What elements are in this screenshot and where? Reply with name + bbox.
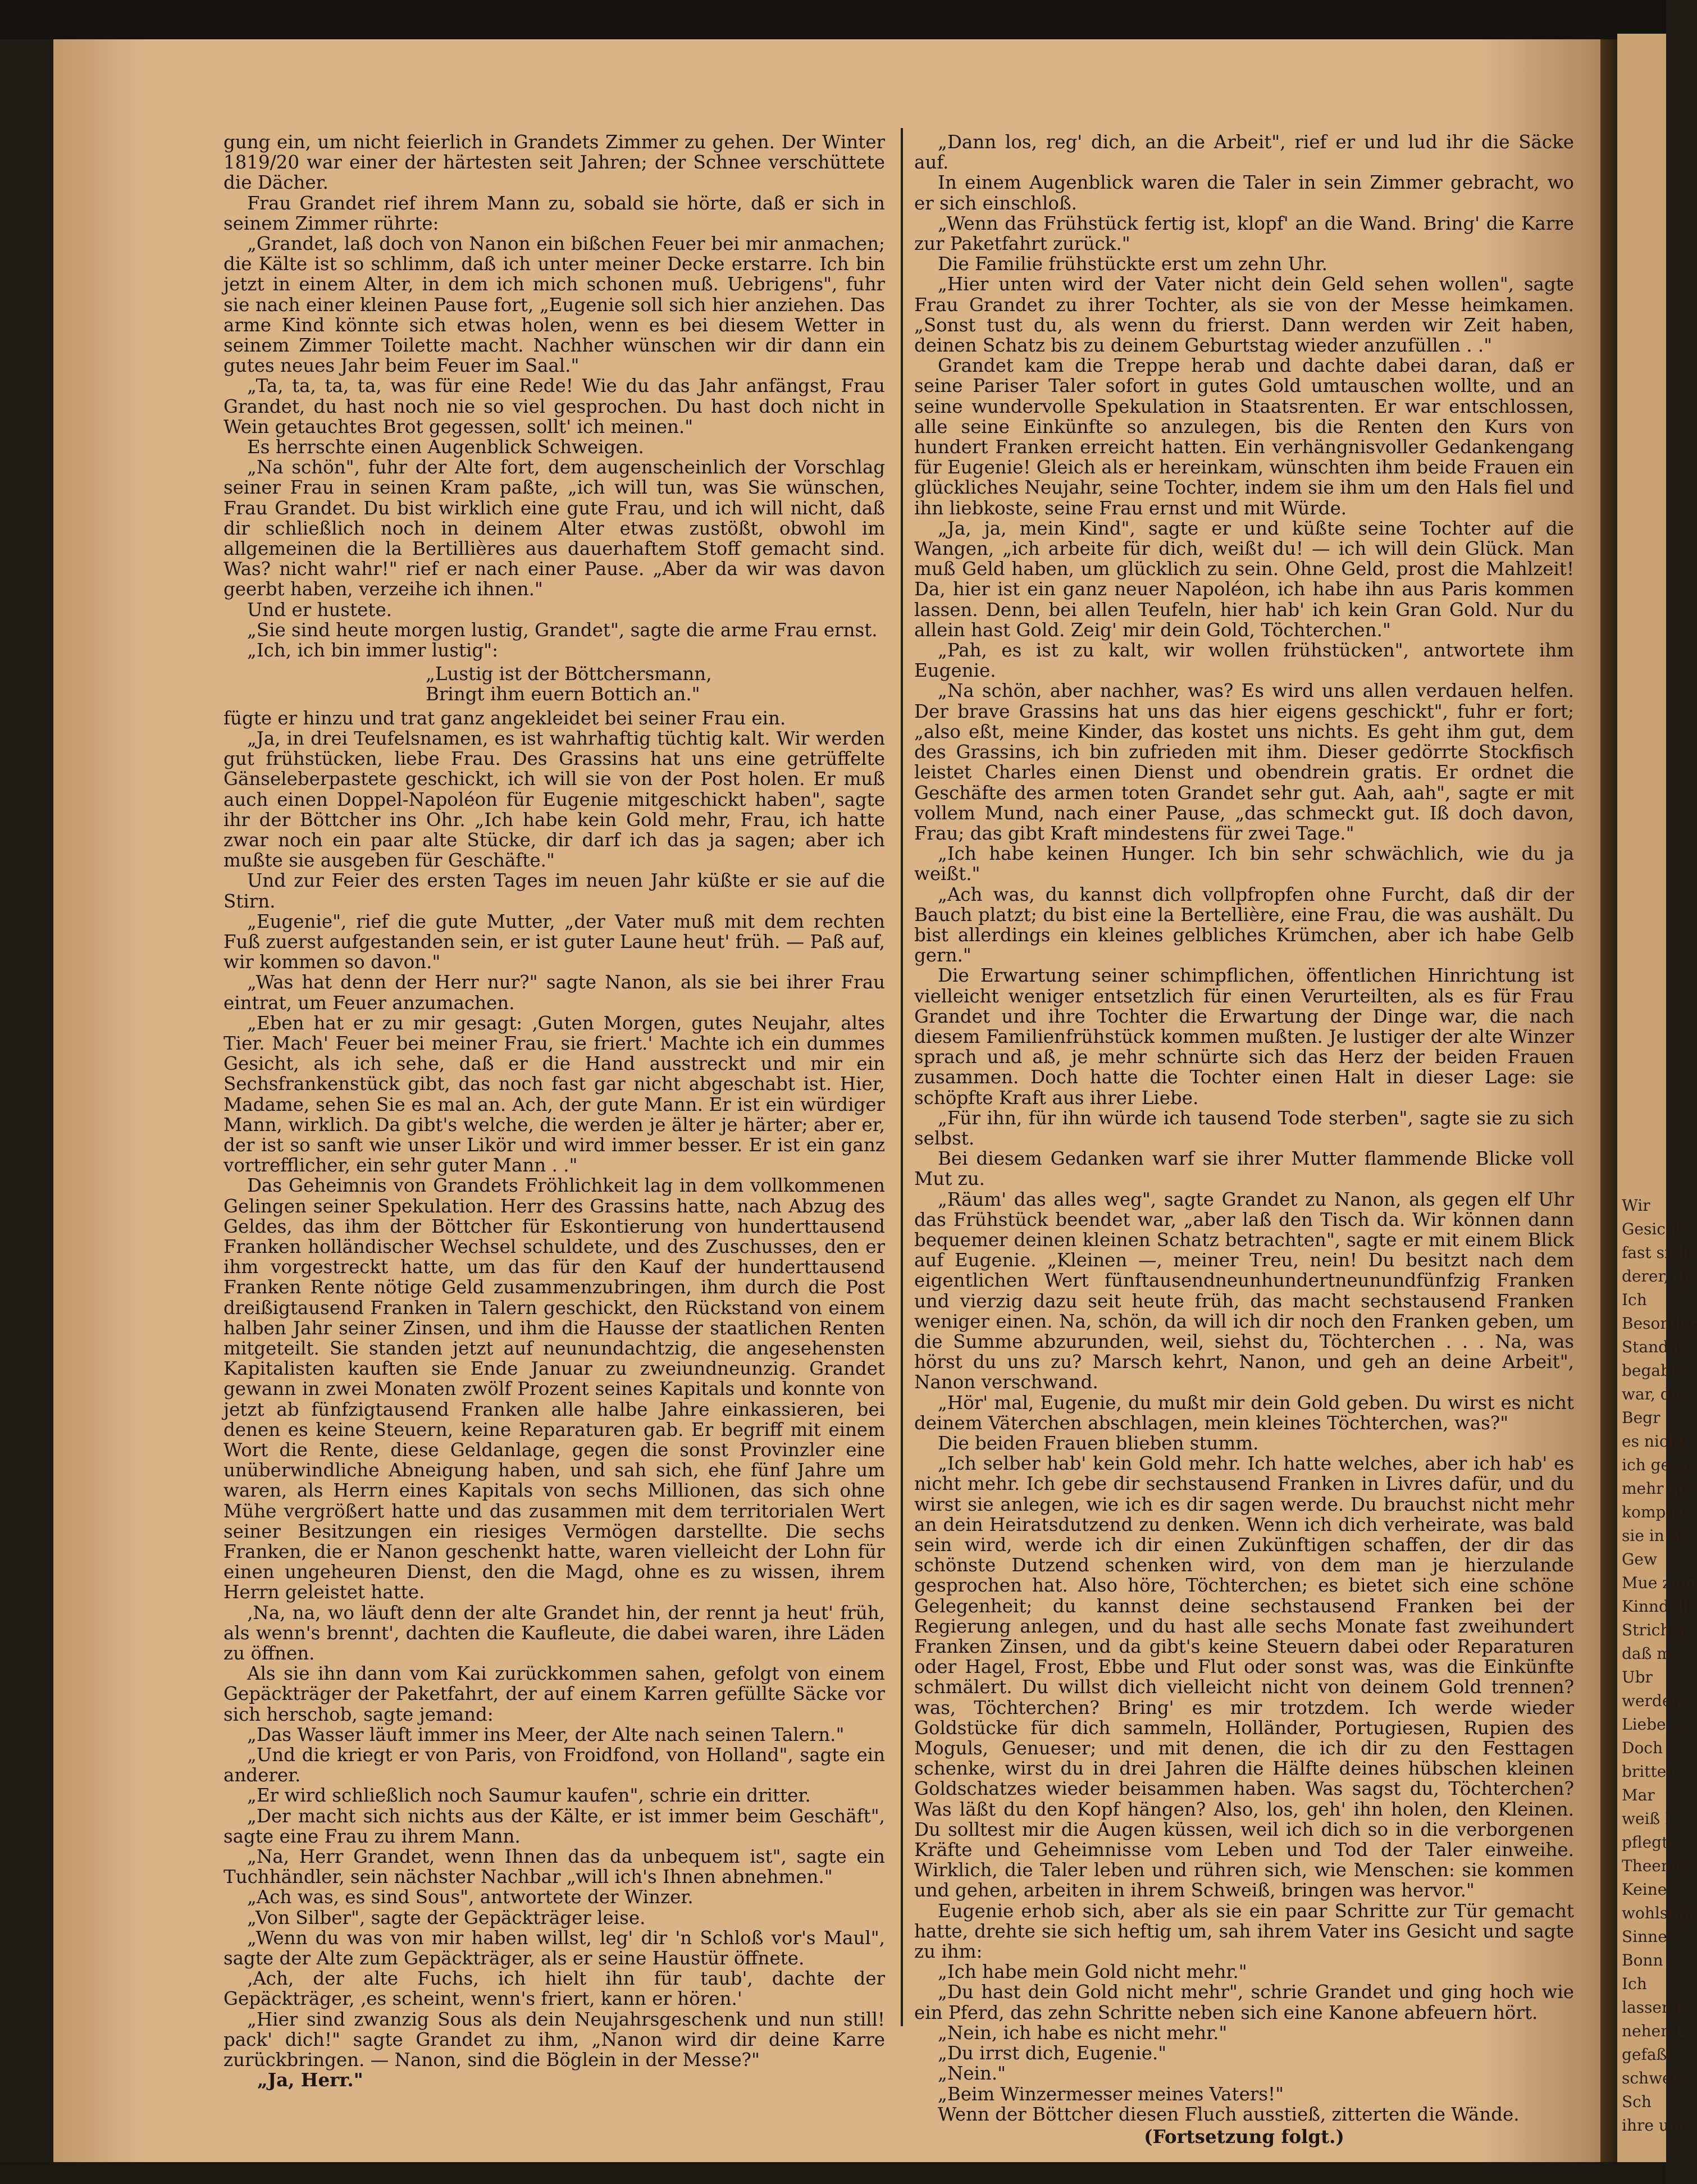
article-paragraph: „Ach was, es sind Sous", antwortete der Winzer. xyxy=(247,1886,694,1908)
article-paragraph: ‚Ach, der alte Fuchs, ich hielt ihn für taub', dachte der Gepäckträger, ‚es scheint, wenn's friert, kann er hören.' xyxy=(223,1968,885,2010)
adjacent-page-text-fragment: Sinne xyxy=(1622,1927,1667,1946)
article-paragraph: „Nein, ich habe es nicht mehr." xyxy=(938,2022,1228,2044)
article-paragraph: „Hör' mal, Eugenie, du mußt mir dein Gold geben. Du wirst es nicht deinem Väterchen abschlagen, mein kleines Töchterchen, was?" xyxy=(914,1392,1574,1434)
adjacent-page-text-fragment: gefaßt xyxy=(1622,2045,1673,2064)
adjacent-page-text-fragment: Mar xyxy=(1622,1786,1655,1804)
article-paragraph: „Eben hat er zu mir gesagt: ‚Guten Morgen, gutes Neujahr, altes Tier. Mach' Feuer bei meiner Frau, sie friert.' Machte ich ein dummes Gesicht, als ich sehe, daß er die Hand ausstreckt und mir ein Sechsfrankenstück gibt, das noch fast gar nicht abgeschabt ist. Hier, Madame, sehen Sie es mal an. Ach, der gute Mann. Er ist ein würdiger Mann, wirklich. Da gibt's welche, die werden je älter je härter; aber er, der ist so sanft wie unser Likör und wird immer besser. Er ist ein ganz vortrefflicher, ein sehr guter Mann . ." xyxy=(223,1012,885,1177)
adjacent-page-text-fragment: werden, xyxy=(1622,1691,1687,1710)
adjacent-page-text-fragment: derer, di xyxy=(1622,1267,1689,1285)
adjacent-page-text-fragment: wohlstän xyxy=(1622,1904,1694,1922)
continuation-note: (Fortsetzung folgt.) xyxy=(1144,2125,1344,2147)
adjacent-page-fragment xyxy=(1617,34,1697,2184)
article-paragraph: „Nein." xyxy=(938,2063,1006,2085)
adjacent-page-text-fragment: Mue zum xyxy=(1622,1574,1696,1592)
adjacent-page-text-fragment: Kinndall xyxy=(1622,1597,1689,1616)
article-paragraph: „Beim Winzermesser meines Vaters!" xyxy=(938,2083,1284,2105)
article-paragraph: „Sie sind heute morgen lustig, Grandet", sagte die arme Frau ernst. xyxy=(247,619,878,641)
page-gutter-shadow xyxy=(1600,39,1617,2162)
article-paragraph: „Wenn das Frühstück fertig ist, klopf' an die Wand. Bring' die Karre zur Paketfahrt zurück." xyxy=(914,212,1574,255)
adjacent-page-text-fragment: nehen L xyxy=(1622,2022,1686,2040)
scan-bottom-edge xyxy=(0,2162,1666,2184)
article-paragraph: „Du hast dein Gold nicht mehr", schrie Grandet und ging hoch wie ein Pferd, das zehn Schritte neben sich eine Kanone abfeuern hört. xyxy=(914,1981,1574,2023)
article-paragraph: Eugenie erhob sich, aber als sie ein paar Schritte zur Tür gemacht hatte, drehte sie sich heftig um, sah ihrem Vater ins Gesicht und sagte zu ihm: xyxy=(914,1900,1574,1963)
article-paragraph: „Er wird schließlich noch Saumur kaufen", schrie ein dritter. xyxy=(247,1785,811,1807)
adjacent-page-text-fragment: Theends xyxy=(1622,1857,1690,1875)
adjacent-page-text-fragment: Bonn xyxy=(1622,1951,1663,1969)
article-paragraph: „Hier sind zwanzig Sous als dein Neujahrsgeschenk und nun still! pack' dich!" sagte Grandet zu ihm, „Nanon wird dir deine Karre zurückbringen. — Nanon, sind die Böglein in der Messe?" xyxy=(223,2008,885,2071)
article-paragraph: „Und die kriegt er von Paris, von Froidfond, von Holland", sagte ein anderer. xyxy=(223,1744,885,1786)
adjacent-page-text-fragment: war, die xyxy=(1622,1385,1685,1403)
adjacent-page-text-fragment: ich gewe xyxy=(1622,1456,1693,1474)
adjacent-page-text-fragment: Liebe e xyxy=(1622,1715,1681,1734)
article-paragraph: „Ich habe keinen Hunger. Ich bin sehr schwächlich, wie du ja weißt." xyxy=(914,843,1574,885)
article-paragraph: Und er hustete. xyxy=(247,599,393,621)
article-paragraph: Grandet kam die Treppe herab und dachte dabei daran, daß er seine Pariser Taler sofort in gutes Gold umtauschen wollte, und an seine wundervolle Spekulation in Staatsrenten. Er war entschlossen, alle seine Einkünfte so anzulegen, bis die Renten den Kurs von hundert Franken erreicht hatten. Ein verhängnisvoller Gedankengang für Eugenie! Gleich als er hereinkam, wünschten ihm beide Frauen ein glückliches Neujahr, seine Tochter, indem sie ihm um den Hals fiel und ihn liebkoste, seine Frau ernst und mit Würde. xyxy=(914,355,1574,519)
right-column xyxy=(914,132,1574,2147)
adjacent-page-text-fragment: Keine xyxy=(1622,1880,1667,1899)
article-paragraph: „Pah, es ist zu kalt, wir wollen frühstücken", antwortete ihm Eugenie. xyxy=(914,640,1574,682)
article-paragraph: „Von Silber", sagte der Gepäckträger leise. xyxy=(247,1907,646,1928)
adjacent-page-text-fragment: kompliz xyxy=(1622,1503,1684,1521)
article-paragraph: Wenn der Böttcher diesen Fluch ausstieß, zitterten die Wände. xyxy=(938,2103,1520,2125)
adjacent-page-text-fragment: Sch xyxy=(1622,2092,1652,2111)
adjacent-page-text-fragment: Strich g xyxy=(1622,1621,1686,1639)
verse-line: „Lustig ist der Böttchersmann, xyxy=(426,663,712,685)
article-paragraph: „Der macht sich nichts aus der Kälte, er ist immer beim Geschäft", sagte eine Frau zu ihrem Mann. xyxy=(223,1805,885,1847)
adjacent-page-text-fragment: pflegte: xyxy=(1622,1833,1683,1852)
adjacent-page-text-fragment: Gesicht xyxy=(1622,1220,1682,1238)
song-verse xyxy=(426,664,885,704)
adjacent-page-text-fragment: mehr ge xyxy=(1622,1479,1688,1498)
article-paragraph: Die beiden Frauen blieben stumm. xyxy=(938,1433,1259,1454)
article-paragraph: „Ich, ich bin immer lustig": xyxy=(247,640,499,662)
article-paragraph: „Was hat denn der Herr nur?" sagte Nanon, als sie bei ihrer Frau eintrat, um Feuer anzumachen. xyxy=(223,972,885,1014)
article-paragraph: gung ein, um nicht feierlich in Grandets Zimmer zu gehen. Der Winter 1819/20 war einer der härtesten seit Jahren; der Schnee verschüttete die Dächer. xyxy=(223,131,885,194)
article-paragraph: Die Familie frühstückte erst um zehn Uhr. xyxy=(938,253,1328,275)
adjacent-page-text-fragment: Ubr xyxy=(1622,1668,1653,1686)
adjacent-page-text-fragment: fast sich xyxy=(1622,1243,1689,1262)
article-paragraph: „Ja, ja, mein Kind", sagte er und küßte seine Tochter auf die Wangen, „ich arbeite für dich, weißt du! — ich will dein Glück. Man muß Geld haben, um glücklich zu sein. Ohne Geld, prost die Mahlzeit! Da, hier ist ein ganz neuer Napoléon, ich habe ihn aus Paris kommen lassen. Denn, bei allen Teufeln, hier hab' ich kein Gran Gold. Nur du allein hast Gold. Zeig' mir dein Gold, Töchterchen." xyxy=(914,517,1574,641)
column-divider-rule xyxy=(901,128,903,2026)
article-paragraph: Und zur Feier des ersten Tages im neuen Jahr küßte er sie auf die Stirn. xyxy=(223,870,885,912)
adjacent-page-text-fragment: Begr xyxy=(1622,1408,1660,1427)
article-paragraph: „Na schön, aber nachher, was? Es wird uns allen verdauen helfen. Der brave Grassins hat uns das hier eigens geschickt", fuhr er fort; „also eßt, meine Kinder, das kostet uns nichts. Es geht ihm gut, dem des Grassins, ich bin zufrieden mit ihm. Dieser gedörrte Stockfisch leistet Charles einen Dienst und obendrein gratis. Er ordnet die Geschäfte des armen toten Grandet sehr gut. Aah, aah", sagte er mit vollem Mund, nach einer Pause, „das schmeckt gut. Iß doch davon, Frau; das gibt Kraft mindestens für zwei Tage." xyxy=(914,680,1574,844)
article-paragraph: „Wenn du was von mir haben willst, leg' dir 'n Schloß vor's Maul", sagte der Alte zum Gepäckträger, als er seine Haustür öffnete. xyxy=(223,1927,885,1969)
article-paragraph: Als sie ihn dann vom Kai zurückkommen sahen, gefolgt von einem Gepäckträger der Paketfahrt, der auf einem Karren gefüllte Säcke vor sich herschob, sagte jemand: xyxy=(223,1663,885,1725)
adjacent-page-text-fragment: begabt. xyxy=(1622,1361,1682,1380)
adjacent-page-text-fragment: Wir xyxy=(1622,1196,1650,1215)
article-paragraph: „Na schön", fuhr der Alte fort, dem augenscheinlich der Vorschlag seiner Frau in seinen Kram paßte, „ich will tun, was Sie wünschen, Frau Grandet. Du bist wirklich eine gute Frau, und ich will nicht, daß dir schließlich noch in deinem Alter etwas zustößt, obwohl im allgemeinen die la Bertillières aus dauerhaftem Stoff gemacht sind. Was? nicht wahr!" rief er nach einer Pause. „Aber da wir was davon geerbt haben, verzeihe ich ihnen." xyxy=(223,457,885,600)
adjacent-page-text-fragment: ihre um xyxy=(1622,2116,1684,2135)
article-paragraph: „Eugenie", rief die gute Mutter, „der Vater muß mit dem rechten Fuß zuerst aufgestanden sein, er ist guter Laune heut' früh. — Paß auf, wir kommen so davon." xyxy=(223,910,885,973)
left-column xyxy=(223,132,885,2091)
article-paragraph: „Ja, Herr." xyxy=(257,2069,363,2091)
article-paragraph: „Grandet, laß doch von Nanon ein bißchen Feuer bei mir anmachen; die Kälte ist so schlimm, daß ich unter meiner Decke erstarre. Ich bin jetzt in einem Alter, in dem ich mich schonen muß. Uebrigens", fuhr sie nach einer kleinen Pause fort, „Eugenie soll sich hier anziehen. Das arme Kind könnte sich etwas holen, wenn es bei diesem Wetter in seinem Zimmer Toilette macht. Nachher wünschen wir dir dann ein gutes neues Jahr beim Feuer im Saal." xyxy=(223,233,885,377)
adjacent-page-text-fragment: daß mi xyxy=(1622,1644,1677,1663)
adjacent-page-text-fragment: schwer xyxy=(1622,2069,1680,2087)
adjacent-page-text-fragment: weiß P xyxy=(1622,1809,1676,1828)
article-paragraph: Es herrschte einen Augenblick Schweigen. xyxy=(247,436,644,458)
article-paragraph: Die Erwartung seiner schimpflichen, öffentlichen Hinrichtung ist vielleicht weniger entsetzlich für einen Verurteilten, als es für Frau Grandet und ihre Tochter die Erwartung der Dinge war, die nach diesem Familienfrühstück kommen mußten. Je lustiger der alte Winzer sprach und aß, je mehr schnürte sich das Herz der beiden Frauen zusammen. Doch hatte die Tochter einen Halt in dieser Lage: sie schöpfte Kraft aus ihrer Liebe. xyxy=(914,965,1574,1109)
article-paragraph: „Für ihn, für ihn würde ich tausend Tode sterben", sagte sie zu sich selbst. xyxy=(914,1107,1574,1149)
adjacent-page-text-fragment: Standhe xyxy=(1622,1338,1688,1356)
article-paragraph: ‚Na, na, wo läuft denn der alte Grandet hin, der rennt ja heut' früh, als wenn's brennt', dachten die Kaufleute, die dabei waren, ihre Läden zu öffnen. xyxy=(223,1602,885,1665)
article-paragraph: „Das Wasser läuft immer ins Meer, der Alte nach seinen Talern." xyxy=(247,1724,845,1745)
adjacent-page-text-fragment: Doch xyxy=(1622,1739,1663,1757)
article-paragraph: „Na, Herr Grandet, wenn Ihnen das da unbequem ist", sagte ein Tuchhändler, sein nächster Nachbar „will ich's Ihnen abnehmen." xyxy=(223,1846,885,1888)
article-paragraph: Das Geheimnis von Grandets Fröhlichkeit lag in dem vollkommenen Gelingen seiner Spekulation. Herr des Grassins hatte, nach Abzug des Geldes, das ihm der Böttcher für Eskontierung von hunderttausend Franken holländischer Wechsel schuldete, und des Zuschusses, den er ihm vorgestreckt hatte, um das für den Kauf der hunderttausend Franken Rente nötige Geld zusammenzubringen, ihm durch die Post dreißigtausend Franken in Talern geschickt, den Rückstand von einem halben Jahr seiner Zinsen, und ihm die Hausse der staatlichen Renten mitgeteilt. Sie standen jetzt auf neunundachtzig, die angesehensten Kapitalisten kauften sie Ende Januar zu zweiundneunzig. Grandet gewann in zwei Monaten zwölf Prozent seines Kapitals und konnte von jetzt ab fünfzigtausend Franken alle halbe Jahre einkassieren, bei denen es keine Steuern, keine Reparaturen gab. Er begriff mit einem Wort die Rente, diese Geldanlage, gegen die sonst Provinzler eine unüberwindliche Abneigung haben, und sah sich, ehe fünf Jahre um waren, als Herrn eines Kapitals von sechs Millionen, das sich ohne Mühe vergrößert hatte und das zusammen mit dem territorialen Wert seiner Besitzungen ein riesiges Vermögen darstellte. Die sechs Franken, die er Nanon geschenkt hatte, waren vielleicht der Lohn für einen ungeheuren Dienst, den die Magd, ohne es zu wissen, ihrem Herrn geleistet hatte. xyxy=(223,1175,885,1603)
article-paragraph: „Ach was, du kannst dich vollpfropfen ohne Furcht, daß dir der Bauch platzt; du bist eine la Bertellière, eine Frau, die was aushält. Du bist allerdings ein kleines gelbliches Krümchen, aber ich habe Gelb gern." xyxy=(914,883,1574,966)
article-paragraph: „Du irrst dich, Eugenie." xyxy=(938,2042,1167,2064)
adjacent-page-text-fragment: britten xyxy=(1622,1762,1677,1781)
article-paragraph: „Ja, in drei Teufelsnamen, es ist wahrhaftig tüchtig kalt. Wir werden gut frühstücken, liebe Frau. Des Grassins hat uns eine getrüffelte Gänseleberpastete geschickt, ich will sie von der Post holen. Er muß auch einen Doppel-Napoléon für Eugenie mitgeschickt haben", sagte ihr der Böttcher ins Ohr. „Ich habe kein Gold mehr, Frau, ich hatte zwar noch ein paar alte Stücke, dir darf ich das ja sagen; aber ich mußte sie ausgeben für Geschäfte." xyxy=(223,727,885,872)
article-paragraph: „Dann los, reg' dich, an die Arbeit", rief er und lud ihr die Säcke auf. xyxy=(914,131,1574,174)
article-paragraph: Frau Grandet rief ihrem Mann zu, sobald sie hörte, daß er sich in seinem Zimmer rührte: xyxy=(223,192,885,234)
article-paragraph: „Ich selber hab' kein Gold mehr. Ich hatte welches, aber ich hab' es nicht mehr. Ich gebe dir sechstausend Franken in Livres dafür, und du wirst sie anlegen, wie ich es dir sagen werde. Du brauchst nicht mehr an dein Heiratsdutzend zu denken. Wenn ich dich verheirate, was bald sein wird, werde ich dir einen Zukünftigen schaffen, der dir das schönste Dutzend schenken wird, von dem man je hierzulande gesprochen hat. Also höre, Töchterchen; es bietet sich eine schöne Gelegenheit; du kannst deine sechstausend Franken bei der Regierung anlegen, und du hast alle sechs Monate fast zweihundert Franken Zinsen, und da gibt's keine Steuern dabei oder Reparaturen oder Hagel, Frost, Ebbe und Flut oder sonst was, was die Einkünfte schmälert. Du willst dich vielleicht nicht von deinem Gold trennen? was, Töchterchen? Bring' es mir trotzdem. Ich werde wieder Goldstücke für dich sammeln, Holländer, Portugiesen, Rupien des Moguls, Genueser; und mit denen, die ich dir zu den Festtagen schenke, wirst du in drei Jahren die Hälfte deines hübschen kleinen Goldschatzes wieder beisammen haben. Was sagst du, Töchterchen? Was läßt du den Kopf hängen? Also, los, geh' ihn holen, den Kleinen. Du solltest mir die Augen küssen, weil ich dich so in die verborgenen Kräfte und Geheimnisse vom Leben und Tod der Taler einweihe. Wirklich, die Taler leben und rühren sich, wie Menschen: sie kommen und gehen, arbeiten in ihrem Schweiß, bringen was hervor." xyxy=(914,1453,1574,1902)
article-paragraph: In einem Augenblick waren die Taler in sein Zimmer gebracht, wo er sich einschloß. xyxy=(914,172,1574,214)
adjacent-page-text-fragment: lassen t xyxy=(1622,1998,1684,2017)
adjacent-page-text-fragment: Gew xyxy=(1622,1550,1657,1569)
adjacent-page-text-fragment: sie in A xyxy=(1622,1526,1681,1545)
adjacent-page-text-fragment: Ich xyxy=(1622,1291,1647,1309)
verse-line: Bringt ihm euern Bottich an." xyxy=(426,683,700,705)
article-paragraph: Bei diesem Gedanken warf sie ihrer Mutter flammende Blicke voll Mut zu. xyxy=(914,1148,1574,1190)
article-paragraph: fügte er hinzu und trat ganz angekleidet bei seiner Frau ein. xyxy=(223,707,786,729)
article-paragraph: „Räum' das alles weg", sagte Grandet zu Nanon, als gegen elf Uhr das Frühstück beendet war, „aber laß den Tisch da. Wir können dann bequemer deinen kleinen Schatz betrachten", sagte er mit einem Blick auf Eugenie. „Kleinen —, meiner Treu, nein! Du besitzt nach dem eigentlichen Wert fünftausendneunhundertneunundfünfzig Franken und vierzig dazu seit heute früh, das macht sechstausend Franken weniger einen. Na, schön, da will ich dir noch den Franken geben, um die Summe abzurunden, weil, siehst du, Töchterchen . . . Na, was hörst du uns zu? Marsch kehrt, Nanon, und geh an deine Arbeit", Nanon verschwand. xyxy=(914,1188,1574,1393)
article-paragraph: „Ich habe mein Gold nicht mehr." xyxy=(938,1961,1247,1983)
article-paragraph: „Ta, ta, ta, ta, was für eine Rede! Wie du das Jahr anfängst, Frau Grandet, du hast noch nie so viel gesprochen. Du hast doch nicht in Wein getauchtes Brot gegessen, sollt' ich meinen." xyxy=(223,375,885,437)
adjacent-page-text-fragment: es nicht xyxy=(1622,1432,1685,1451)
adjacent-page-text-fragment: Besonder xyxy=(1622,1314,1697,1333)
article-paragraph: „Hier unten wird der Vater nicht dein Geld sehen wollen", sagte Frau Grandet zu ihrer Tochter, als sie von der Messe heimkamen. „Sonst tust du, als wenn du frierst. Dann werden wir Zeit haben, deinen Schatz bis zu deinem Geburtstag wieder anzufüllen . ." xyxy=(914,273,1574,357)
scan-top-edge xyxy=(0,0,1666,39)
adjacent-page-text-fragment: Ich xyxy=(1622,1975,1647,1993)
